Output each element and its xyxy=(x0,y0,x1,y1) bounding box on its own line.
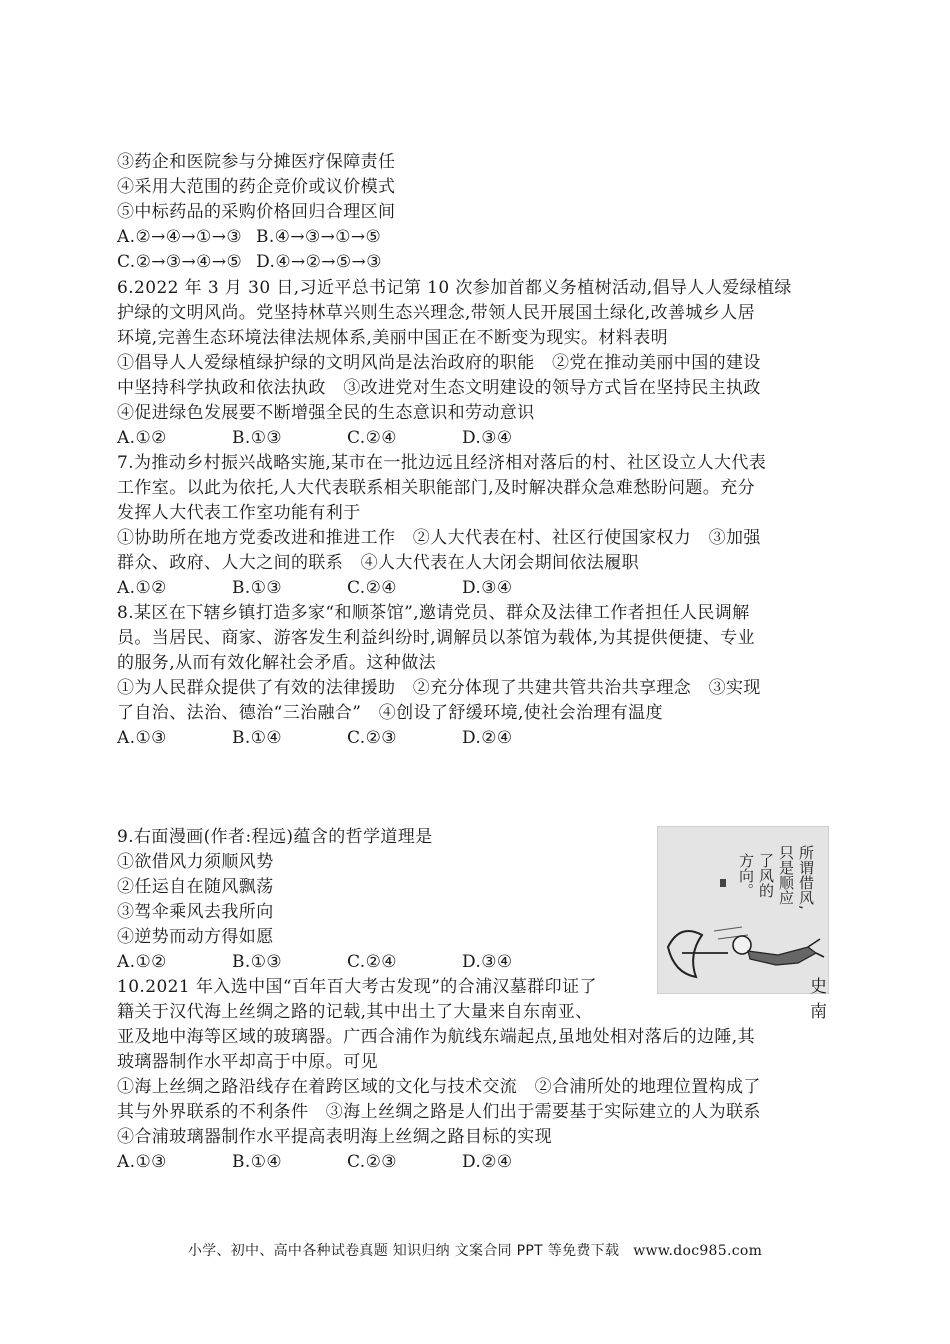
q6-options xyxy=(117,426,832,450)
q5-option-d: D.④→②→⑤→③ xyxy=(256,252,382,272)
q8-item-line: ①为人民群众提供了有效的法律援助 ②充分体现了共建共管共治共享理念 ③实现 xyxy=(117,678,761,698)
q8-stem-line: 的服务,从而有效化解社会矛盾。这种做法 xyxy=(117,653,437,673)
q10-item-line: 其与外界联系的不利条件 ③海上丝绸之路是人们出于需要基于实际建立的人为联系 xyxy=(117,1102,761,1122)
q10-stem-tail: 南 xyxy=(810,1002,828,1022)
q6-option-c: C.②④ xyxy=(347,428,397,448)
q5-item-5: ⑤中标药品的采购价格回归合理区间 xyxy=(117,202,396,222)
q9-stem: 9.右面漫画(作者:程远)蕴含的哲学道理是 xyxy=(117,827,433,847)
q9-item: ④逆势而动方得如愿 xyxy=(117,927,274,947)
q6-item-line: ①倡导人人爱绿植绿护绿的文明风尚是法治政府的职能 ②党在推动美丽中国的建设 xyxy=(117,353,761,373)
q8-stem-line: 8.某区在下辖乡镇打造多家“和顺茶馆”,邀请党员、群众及法律工作者担任人民调解 xyxy=(117,603,750,623)
q7-stem-line: 7.为推动乡村振兴战略实施,某市在一批边远且经济相对落后的村、社区设立人大代表 xyxy=(117,453,767,473)
q10-option-b: B.①④ xyxy=(232,1152,282,1172)
q7-item-line: ①协助所在地方党委改进和推进工作 ②人大代表在村、社区行使国家权力 ③加强 xyxy=(117,528,761,548)
q10-item-line: ④合浦玻璃器制作水平提高表明海上丝绸之路目标的实现 xyxy=(117,1127,552,1147)
q6-option-b: B.①③ xyxy=(232,428,282,448)
page-footer xyxy=(0,1241,950,1261)
q5-option-a: A.②→④→①→③ xyxy=(117,227,242,247)
q10-stem-line: 10.2021 年入选中国“百年百大考古发现”的合浦汉墓群印证了 xyxy=(117,977,597,997)
footer-text: 小学、初中、高中各种试卷真题 知识归纳 文案合同 PPT 等免费下载 xyxy=(187,1243,620,1259)
q9-option-c: C.②④ xyxy=(347,952,397,972)
q10-options xyxy=(117,1150,832,1174)
q8-stem-line: 员。当居民、商家、游客发生利益纠纷时,调解员以茶馆为载体,为其提供便捷、专业 xyxy=(117,628,756,648)
q8-item-line: 了自治、法治、德治“三治融合” ④创设了舒缓环境,使社会治理有温度 xyxy=(117,703,663,723)
q10-stem-line: 籍关于汉代海上丝绸之路的记载,其中出土了大量来自东南亚、 xyxy=(117,1002,593,1022)
q5-option-b: B.④→③→①→⑤ xyxy=(255,227,382,247)
q6-item-line: ④促进绿色发展要不断增强全民的生态意识和劳动意识 xyxy=(117,403,535,423)
q10-stem-line: 玻璃器制作水平却高于中原。可见 xyxy=(117,1052,378,1072)
q9-item: ②任运自在随风飘荡 xyxy=(117,877,274,897)
q7-options xyxy=(117,576,832,600)
q10-option-d: D.②④ xyxy=(462,1152,513,1172)
q10-item-line: ①海上丝绸之路沿线存在着跨区域的文化与技术交流 ②合浦所处的地理位置构成了 xyxy=(117,1077,761,1097)
q10-option-a: A.①③ xyxy=(117,1152,167,1172)
q7-stem-line: 工作室。以此为依托,人大代表联系相关职能部门,及时解决群众急难愁盼问题。充分 xyxy=(117,478,756,498)
q6-stem-line: 护绿的文明风尚。党坚持林草兴则生态兴理念,带领人民开展国土绿化,改善城乡人居 xyxy=(117,303,756,323)
q10-stem-tail: 史 xyxy=(810,977,828,997)
q9-item: ①欲借风力须顺风势 xyxy=(117,852,274,872)
q7-option-d: D.③④ xyxy=(462,578,513,598)
q8-options xyxy=(117,726,832,750)
q8-option-b: B.①④ xyxy=(232,728,282,748)
q6-option-d: D.③④ xyxy=(462,428,513,448)
q9-option-d: D.③④ xyxy=(462,952,513,972)
q5-item-4: ④采用大范围的药企竞价或议价模式 xyxy=(117,177,396,197)
q9-option-a: A.①② xyxy=(117,952,167,972)
q7-stem-line: 发挥人大代表工作室功能有利于 xyxy=(117,503,361,523)
q9-option-b: B.①③ xyxy=(232,952,282,972)
cartoon-caption-col-4: 方向。 xyxy=(737,853,755,898)
cartoon-drawing xyxy=(658,827,828,993)
q10-stem-line: 亚及地中海等区域的玻璃器。广西合浦作为航线东端起点,虽地处相对落后的边陲,其 xyxy=(117,1027,756,1047)
q10-option-c: C.②③ xyxy=(347,1152,397,1172)
q8-option-a: A.①③ xyxy=(117,728,167,748)
q6-option-a: A.①② xyxy=(117,428,167,448)
q9-item: ③驾伞乘风去我所向 xyxy=(117,902,274,922)
q6-stem-line: 6.2022 年 3 月 30 日,习近平总书记第 10 次参加首都义务植树活动,倡导人人爱绿植绿 xyxy=(117,278,792,298)
cartoon-seal xyxy=(720,879,726,887)
q8-option-c: C.②③ xyxy=(347,728,397,748)
footer-site-link[interactable]: www.doc985.com xyxy=(633,1243,763,1259)
q7-option-c: C.②④ xyxy=(347,578,397,598)
q6-item-line: 中坚持科学执政和依法执政 ③改进党对生态文明建设的领导方式旨在坚持民主执政 xyxy=(117,378,761,398)
cartoon-caption-col-1: 所谓借风, xyxy=(797,845,815,910)
q7-option-b: B.①③ xyxy=(232,578,282,598)
q5-options-row-1 xyxy=(117,225,832,249)
q5-item-3: ③药企和医院参与分摊医疗保障责任 xyxy=(117,152,396,172)
q7-option-a: A.①② xyxy=(117,578,167,598)
q7-item-line: 群众、政府、人大之间的联系 ④人大代表在人大闭会期间依法履职 xyxy=(117,553,639,573)
q6-stem-line: 环境,完善生态环境法律法规体系,美丽中国正在不断变为现实。材料表明 xyxy=(117,328,669,348)
q5-options-row-2 xyxy=(117,250,832,274)
q9-options xyxy=(117,950,637,974)
q8-option-d: D.②④ xyxy=(462,728,513,748)
q5-option-c: C.②→③→④→⑤ xyxy=(117,252,243,272)
cartoon-caption-col-3: 了风的 xyxy=(757,853,775,898)
cartoon-image xyxy=(657,826,829,994)
cartoon-caption-col-2: 只是顺应 xyxy=(777,845,795,905)
